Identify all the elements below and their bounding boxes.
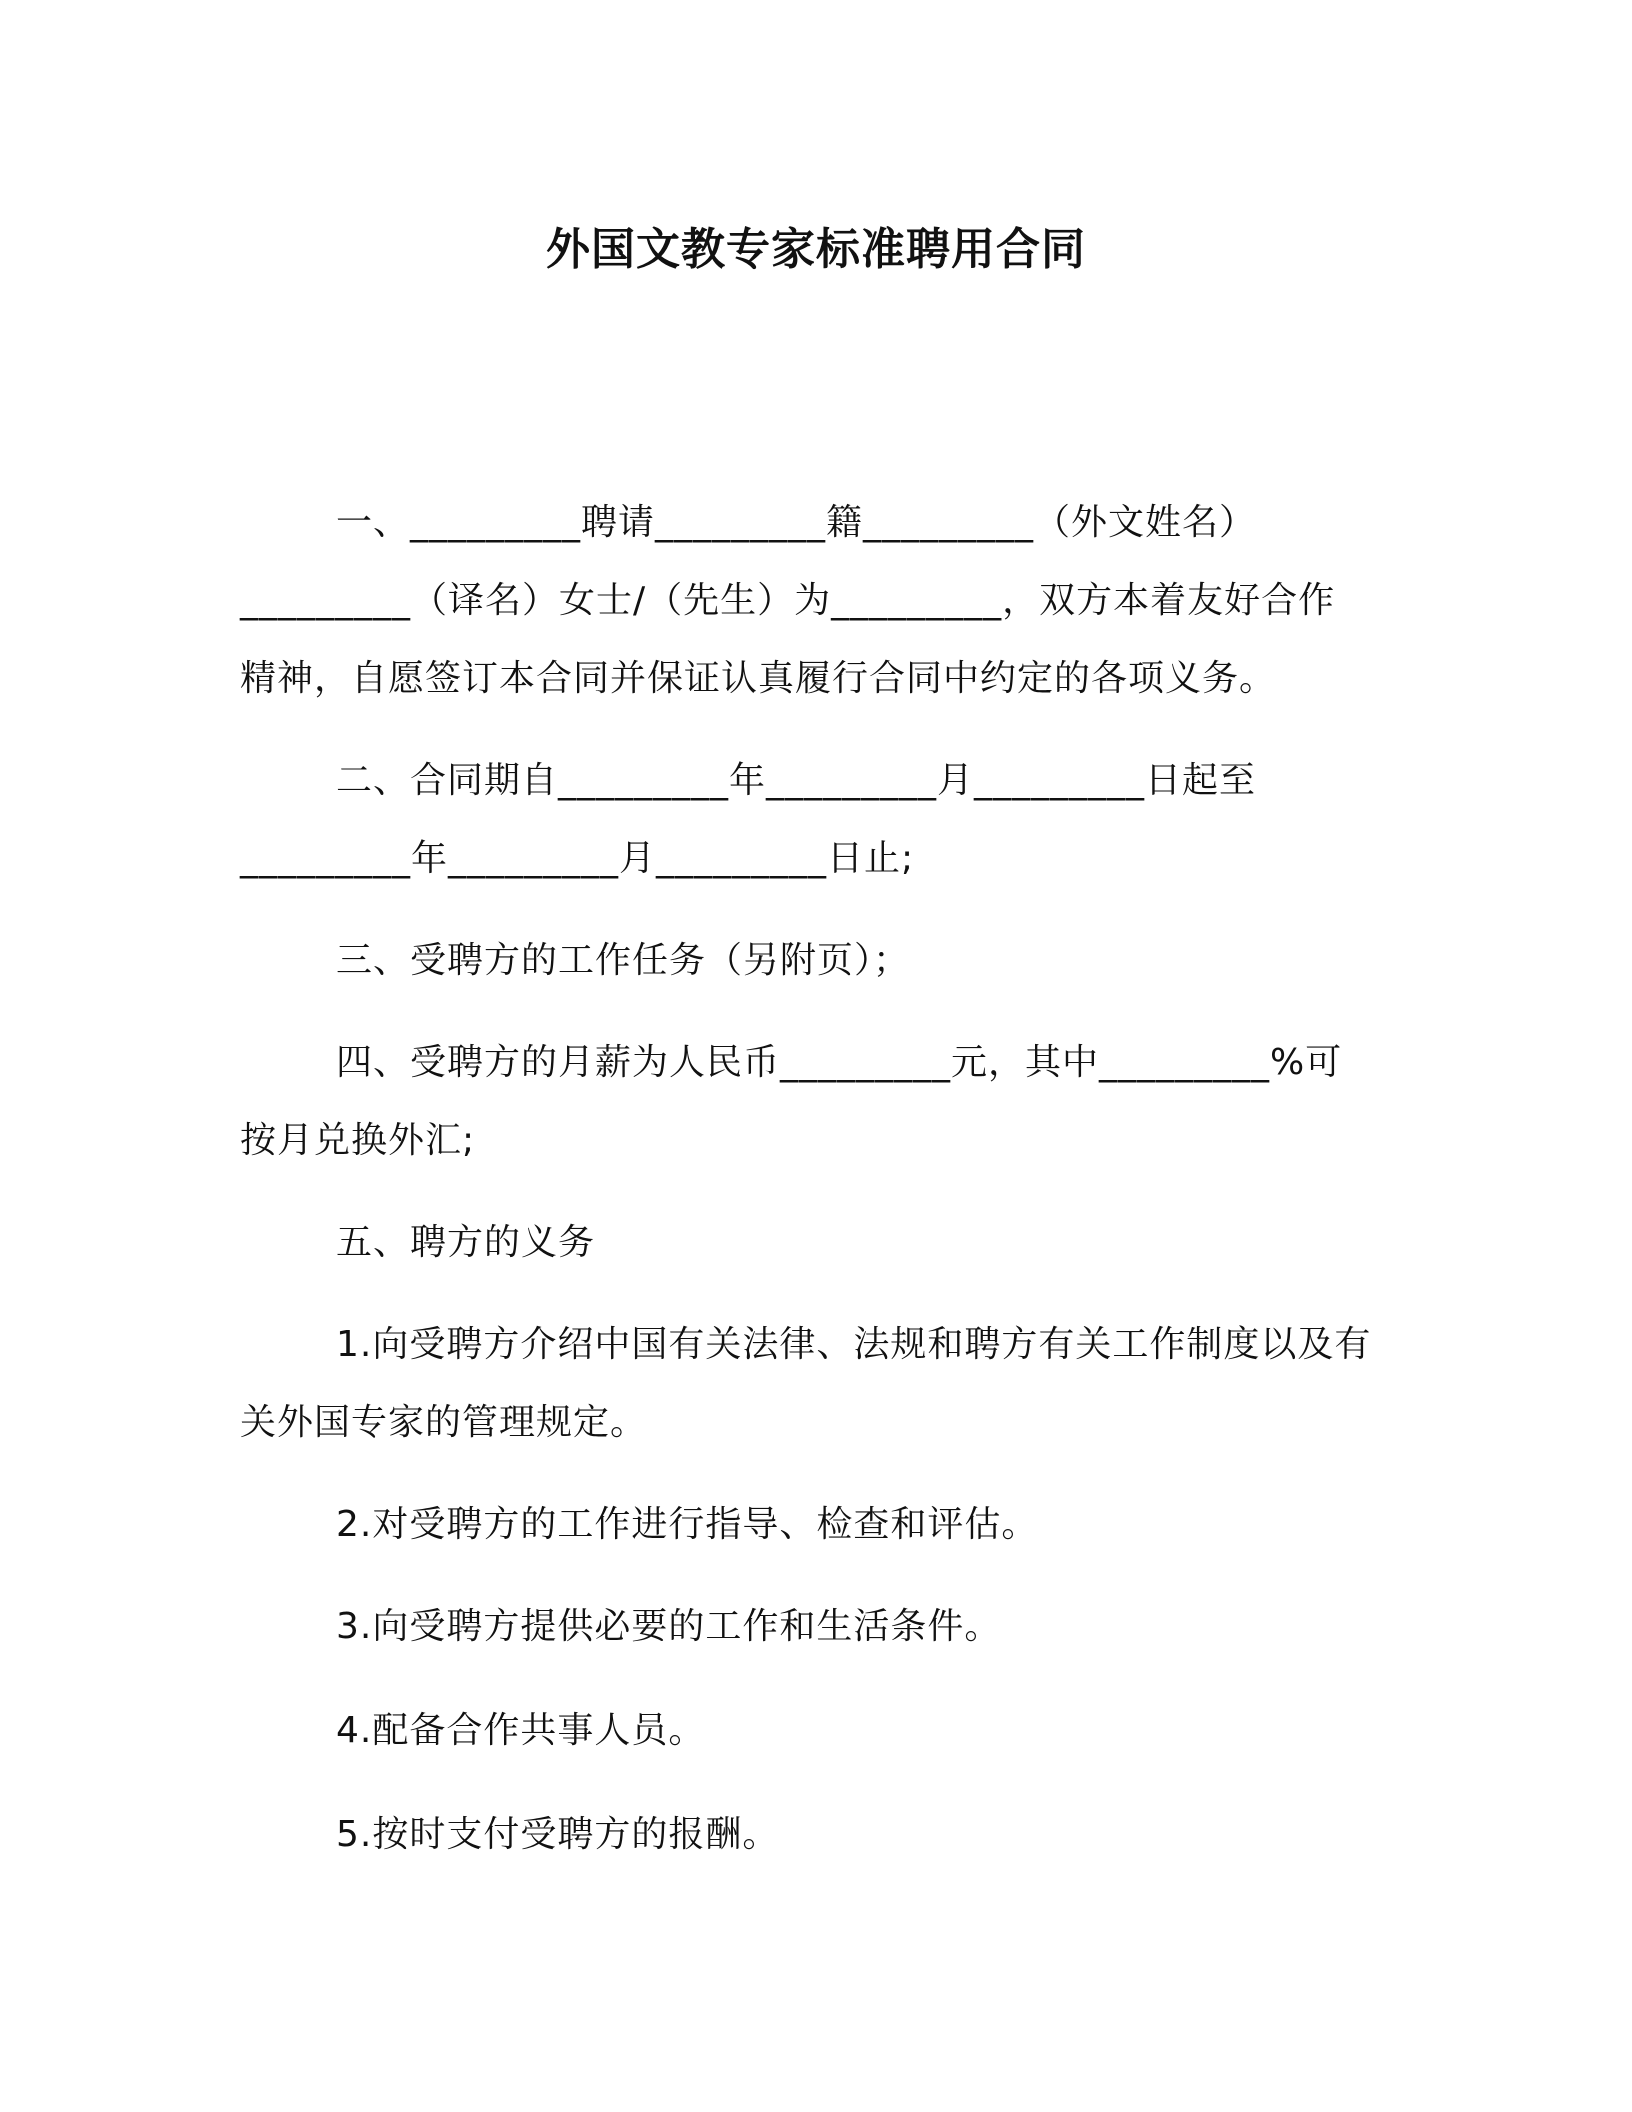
obligation-3 [240,1588,1390,1666]
clause-1 [240,484,1390,718]
clause-3 [240,922,1390,1000]
obligation-4 [240,1692,1390,1770]
clause-line: 精神，自愿签订本合同并保证认真履行合同中约定的各项义务。 [240,658,1277,699]
document-title: 外国文教专家标准聘用合同 [546,224,1086,275]
clause-line: 四、受聘方的月薪为人民币_________元，其中_________%可 [336,1042,1343,1083]
clause-line: 5.按时支付受聘方的报酬。 [336,1814,780,1855]
obligation-5 [240,1796,1390,1874]
clause-2 [240,742,1390,898]
clause-4 [240,1024,1390,1180]
obligation-2 [240,1486,1390,1564]
clause-5-heading [240,1204,1390,1282]
clause-line: 4.配备合作共事人员。 [336,1710,706,1751]
clause-line: 按月兑换外汇; [240,1120,476,1161]
clause-line: 三、受聘方的工作任务（另附页）； [336,940,911,981]
clause-line: _________年_________月_________日止; [240,838,915,879]
clause-line: 3.向受聘方提供必要的工作和生活条件。 [336,1606,1002,1647]
clause-line: 一、_________聘请_________籍_________（外文姓名） [336,502,1257,543]
clause-line: 1.向受聘方介绍中国有关法律、法规和聘方有关工作制度以及有 [336,1324,1372,1365]
clause-line: 五、聘方的义务 [336,1222,596,1263]
obligation-1 [240,1306,1390,1462]
clause-line: _________（译名）女士/（先生）为_________，双方本着友好合作 [240,580,1336,621]
clause-line: 二、合同期自_________年_________月_________日起至 [336,760,1257,801]
clause-line: 关外国专家的管理规定。 [240,1402,648,1443]
clause-line: 2.对受聘方的工作进行指导、检查和评估。 [336,1504,1039,1545]
